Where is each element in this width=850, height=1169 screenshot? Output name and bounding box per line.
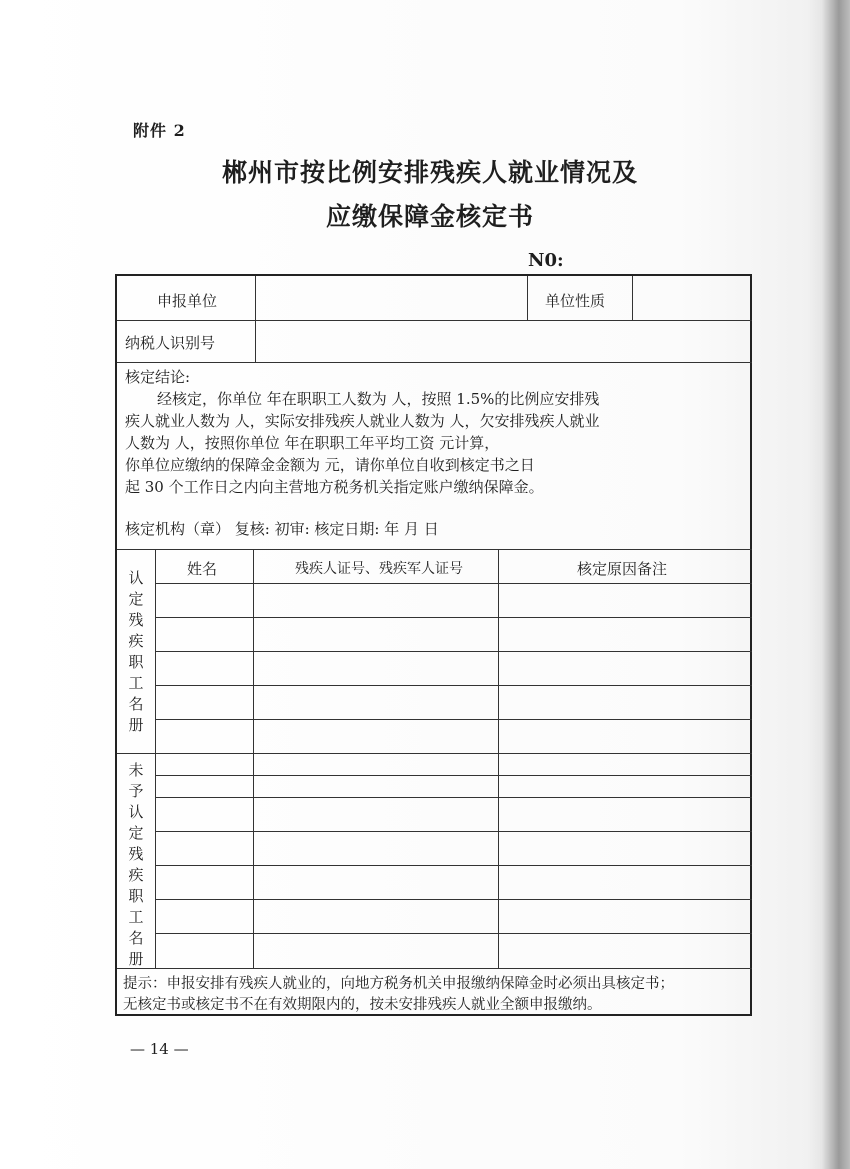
table-row bbox=[155, 797, 752, 798]
table-row bbox=[155, 583, 752, 584]
divider bbox=[253, 549, 254, 968]
table-row bbox=[155, 899, 752, 900]
notice-line-2: 无核定书或核定书不在有效期限内的，按未安排残疾人就业全额申报缴纳。 bbox=[123, 997, 602, 1013]
divider bbox=[117, 968, 752, 969]
divider bbox=[117, 320, 752, 321]
assessment-form bbox=[115, 274, 752, 1016]
divider bbox=[498, 549, 499, 968]
signature-line: 核定机构（章） 复核: 初审: 核定日期: 年 月 日 bbox=[125, 520, 439, 538]
section-divider bbox=[117, 753, 752, 754]
divider bbox=[117, 549, 752, 550]
section-label-not-certified: 未予认定残疾职工名册 bbox=[128, 761, 144, 968]
column-header-certificate: 残疾人证号、残疾军人证号 bbox=[295, 561, 463, 577]
applicant-unit-label: 申报单位 bbox=[157, 292, 218, 310]
title-line-1: 郴州市按比例安排残疾人就业情况及 bbox=[221, 158, 638, 187]
table-row bbox=[155, 865, 752, 866]
page-number: — 14 — bbox=[130, 1040, 189, 1058]
table-row bbox=[155, 617, 752, 618]
column-header-name: 姓名 bbox=[187, 560, 218, 578]
divider bbox=[527, 276, 528, 320]
conclusion-line-4: 你单位应缴纳的保障金金额为 元，请你单位自收到核定书之日 bbox=[125, 456, 535, 474]
section-label-certified: 认定残疾职工名册 bbox=[128, 569, 144, 734]
divider bbox=[117, 362, 752, 363]
document-number-label: N0: bbox=[528, 250, 564, 271]
conclusion-line-3: 人数为 人，按照你单位 年在职职工年平均工资 元计算， bbox=[125, 434, 500, 452]
page-edge-shadow bbox=[822, 0, 850, 1169]
table-row bbox=[155, 933, 752, 934]
title-line-2: 应缴保障金核定书 bbox=[325, 202, 534, 231]
conclusion-line-2: 疾人就业人数为 人，实际安排残疾人就业人数为 人，欠安排残疾人就业 bbox=[125, 412, 600, 430]
divider bbox=[155, 549, 156, 968]
divider bbox=[255, 276, 256, 362]
table-row bbox=[155, 685, 752, 686]
attachment-label: 附件 2 bbox=[133, 121, 186, 140]
table-row bbox=[155, 831, 752, 832]
unit-type-label: 单位性质 bbox=[545, 292, 606, 310]
notice-line-1: 提示：申报安排有残疾人就业的，向地方税务机关申报缴纳保障金时必须出具核定书； bbox=[123, 976, 674, 992]
table-row bbox=[155, 775, 752, 776]
table-row bbox=[155, 651, 752, 652]
divider bbox=[632, 276, 633, 320]
conclusion-heading: 核定结论: bbox=[125, 368, 191, 386]
table-row bbox=[155, 719, 752, 720]
conclusion-line-5: 起 30 个工作日之内向主营地方税务机关指定账户缴纳保障金。 bbox=[125, 478, 544, 496]
conclusion-line-1: 经核定，你单位 年在职职工人数为 人，按照 1.5%的比例应安排残 bbox=[157, 390, 600, 408]
column-header-note: 核定原因备注 bbox=[577, 560, 668, 578]
taxpayer-id-label: 纳税人识别号 bbox=[125, 334, 216, 352]
